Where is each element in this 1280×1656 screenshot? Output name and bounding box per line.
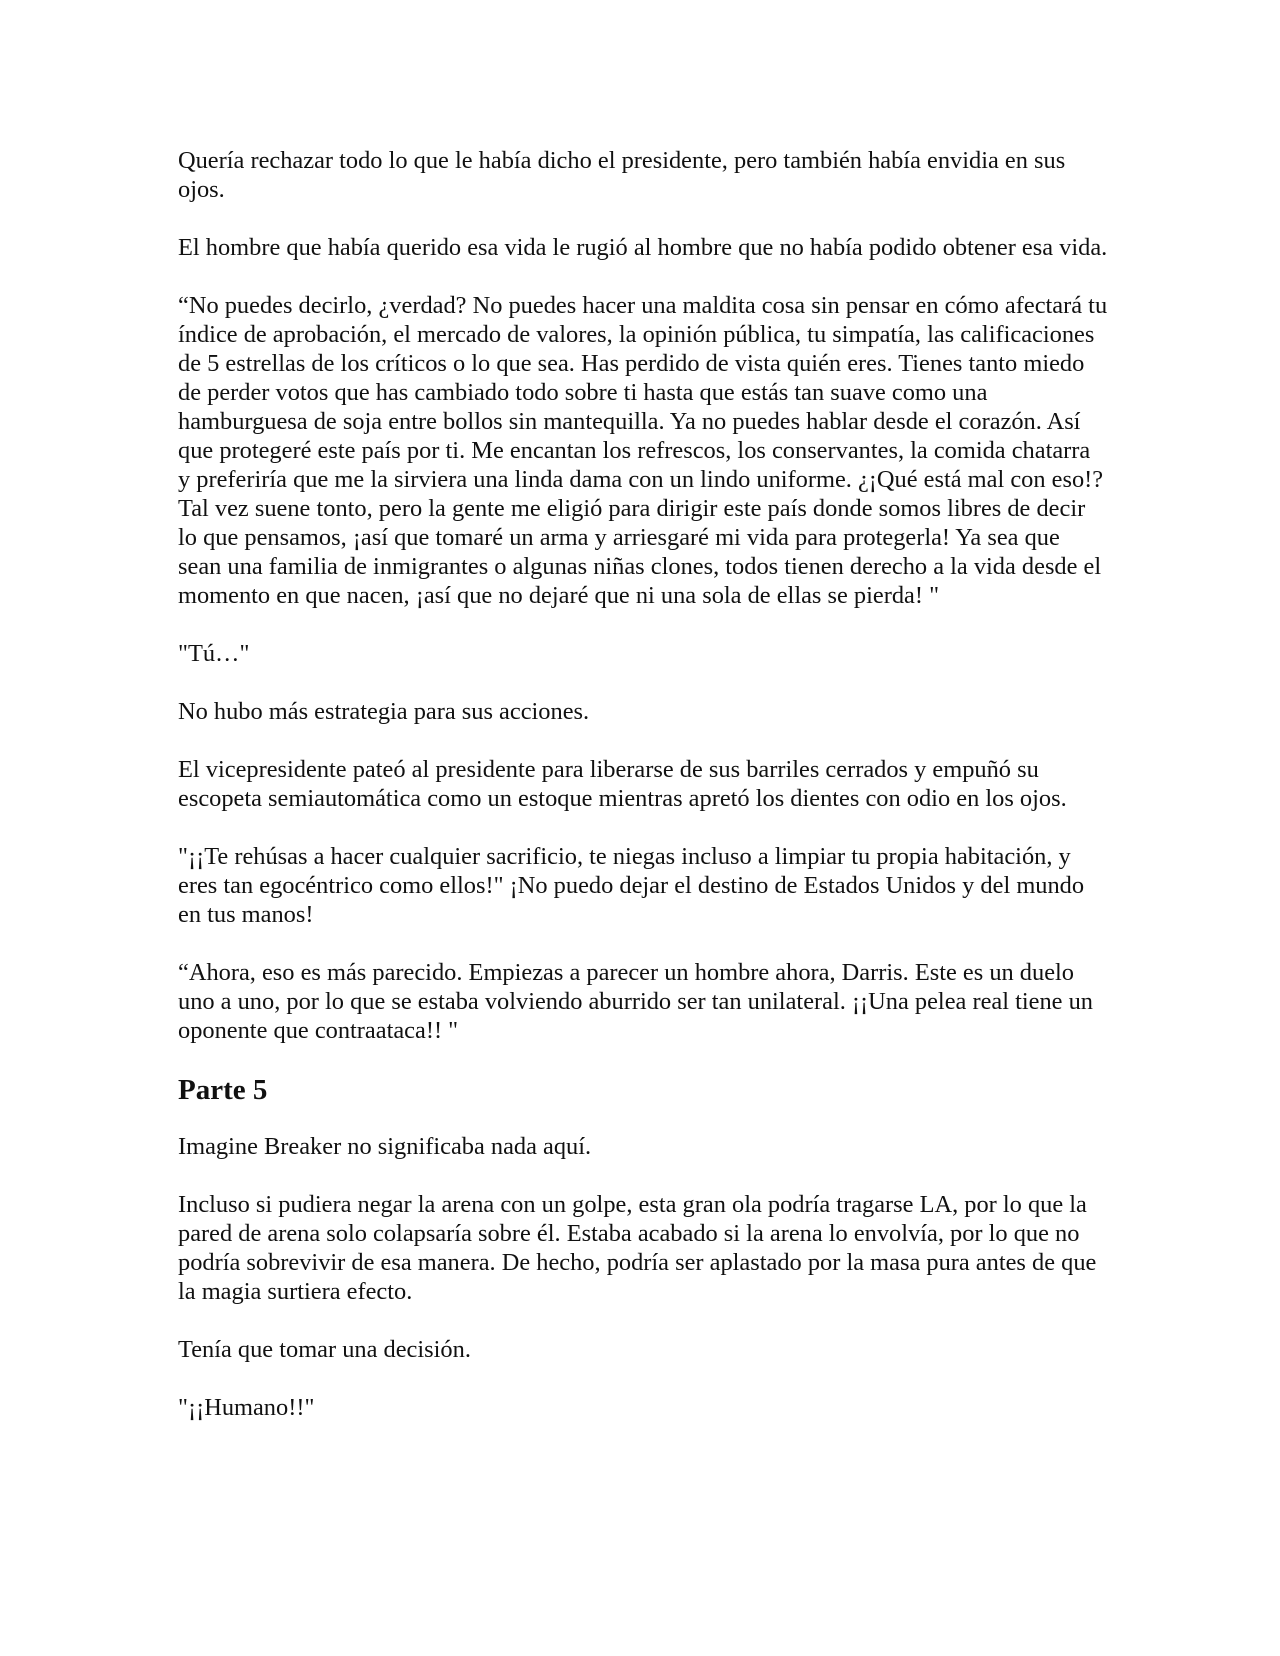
- section-heading: Parte 5: [178, 1074, 268, 1106]
- paragraph: Tenía que tomar una decisión.: [178, 1336, 471, 1363]
- document-page: [178, 146, 1108, 1451]
- paragraph: El vicepresidente pateó al presidente para liberarse de sus barriles cerrados y empuñó su escopeta semiautomática como un estoque mientras apretó los dientes con odio en los ojos.: [178, 756, 1067, 812]
- paragraph: "¡¡Humano!!": [178, 1394, 315, 1421]
- paragraph: Incluso si pudiera negar la arena con un golpe, esta gran ola podría tragarse LA, por lo que la pared de arena solo colapsaría sobre él. Estaba acabado si la arena lo envolvía, por lo que no podría sobrevivir de esa manera. De hecho, podría ser aplastado por la masa pura antes de que la magia surtiera efecto.: [178, 1191, 1097, 1305]
- paragraph: "¡¡Te rehúsas a hacer cualquier sacrificio, te niegas incluso a limpiar tu propia habitación, y eres tan egocéntrico como ellos!" ¡No puedo dejar el destino de Estados Unidos y del mundo en tus manos!: [178, 843, 1085, 928]
- paragraph: Imagine Breaker no significaba nada aquí.: [178, 1133, 592, 1160]
- paragraph: El hombre que había querido esa vida le rugió al hombre que no había podido obtener esa vida.: [178, 234, 1108, 261]
- paragraph: “Ahora, eso es más parecido. Empiezas a parecer un hombre ahora, Darris. Este es un duelo uno a uno, por lo que se estaba volviendo aburrido ser tan unilateral. ¡¡Una pelea real tiene un oponente que contraataca!! ": [178, 959, 1093, 1044]
- paragraph: Quería rechazar todo lo que le había dicho el presidente, pero también había envidia en sus ojos.: [178, 147, 1066, 203]
- paragraph: “No puedes decirlo, ¿verdad? No puedes hacer una maldita cosa sin pensar en cómo afectará tu índice de aprobación, el mercado de valores, la opinión pública, tu simpatía, las calificaciones de 5 estrellas de los críticos o lo que sea. Has perdido de vista quién eres. Tienes tanto miedo de perder votos que has cambiado todo sobre ti hasta que estás tan suave como una hamburguesa de soja entre bollos sin mantequilla. Ya no puedes hablar desde el corazón. Así que protegeré este país por ti. Me encantan los refrescos, los conservantes, la comida chatarra y preferiría que me la sirviera una linda dama con un lindo uniforme. ¿¡Qué está mal con eso!? Tal vez suene tonto, pero la gente me eligió para dirigir este país donde somos libres de decir lo que pensamos, ¡así que tomaré un arma y arriesgaré mi vida para protegerla! Ya sea que sean una familia de inmigrantes o algunas niñas clones, todos tienen derecho a la vida desde el momento en que nacen, ¡así que no dejaré que ni una sola de ellas se pierda! ": [178, 292, 1108, 609]
- paragraph: No hubo más estrategia para sus acciones.: [178, 698, 590, 725]
- paragraph: "Tú…": [178, 640, 250, 667]
